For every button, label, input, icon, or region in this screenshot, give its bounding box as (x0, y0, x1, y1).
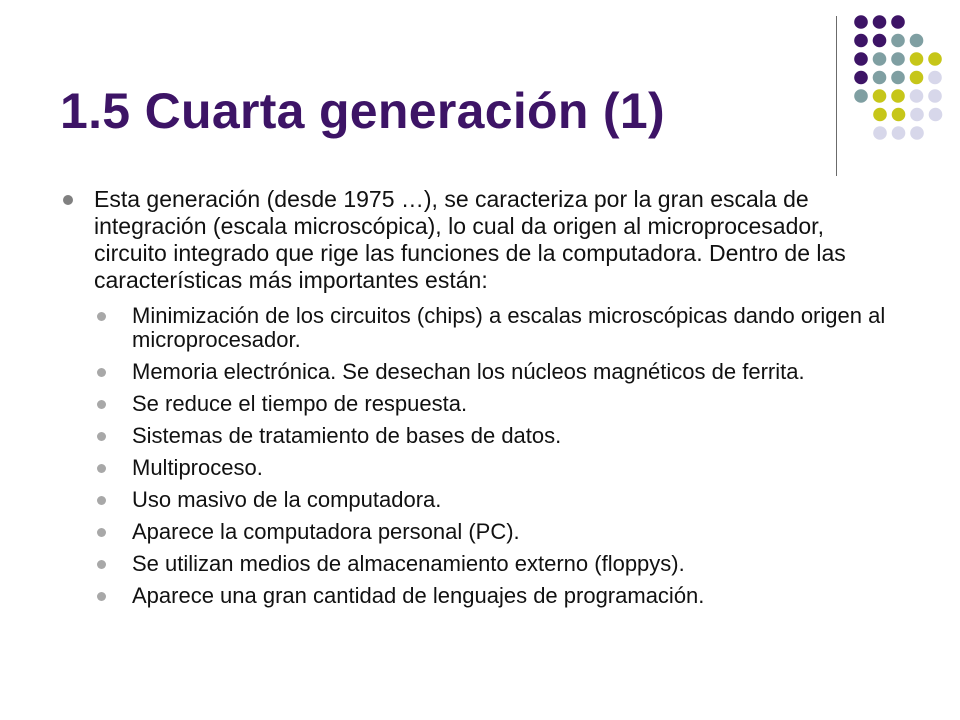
sub-bullet-dot-icon (97, 464, 106, 473)
ornament-dot (910, 108, 924, 122)
slide-content (60, 186, 890, 616)
sub-bullet-text: Minimización de los circuitos (chips) a escalas microscópicas dando origen al microprocesador. (132, 303, 886, 352)
ornament-dot (873, 126, 887, 140)
sub-bullet-item (94, 456, 890, 480)
ornament-dot (910, 89, 924, 103)
ornament-dot (929, 108, 943, 122)
sub-bullet-text: Se reduce el tiempo de respuesta. (132, 391, 468, 416)
sub-bullet-dot-icon (97, 528, 106, 537)
sub-bullet-text: Aparece una gran cantidad de lenguajes de programación. (132, 583, 705, 608)
ornament-dot (892, 108, 906, 122)
sub-bullet-dot-icon (97, 432, 106, 441)
sub-bullet-dot-icon (97, 400, 106, 409)
ornament-dot (854, 15, 868, 29)
sub-bullet-dot-icon (97, 368, 106, 377)
vertical-divider (836, 16, 837, 176)
sub-bullet-dot-icon (97, 560, 106, 569)
sub-bullet-item (94, 584, 890, 608)
ornament-dot (873, 15, 887, 29)
slide-title: 1.5 Cuarta generación (1) (60, 83, 665, 139)
sub-bullet-dot-icon (97, 312, 106, 321)
ornament-dot (873, 71, 887, 85)
ornament-dot (854, 89, 868, 103)
sub-bullet-item (94, 424, 890, 448)
ornament-dot (891, 71, 905, 85)
bullet-dot-icon (63, 195, 73, 205)
ornament-dot (891, 89, 905, 103)
sub-bullet-item (94, 488, 890, 512)
ornament-dot (892, 126, 906, 140)
ornament-dot (910, 52, 924, 66)
ornament-dot (873, 34, 887, 48)
sub-bullet-text: Sistemas de tratamiento de bases de datos. (132, 423, 562, 448)
sub-bullet-text: Se utilizan medios de almacenamiento externo (floppys). (132, 551, 685, 576)
sub-bullet-text: Memoria electrónica. Se desechan los núcleos magnéticos de ferrita. (132, 359, 805, 384)
ornament-dot (910, 126, 924, 140)
ornament-dot (873, 52, 887, 66)
sub-bullet-item (94, 552, 890, 576)
sub-bullet-dot-icon (97, 496, 106, 505)
main-bullet-text: Esta generación (desde 1975 …), se caracteriza por la gran escala de integración (escala microscópica), lo cual da origen al microprocesador, circuito integrado que rige las funciones de la computadora. Dentro de las características más importantes están: (94, 186, 846, 293)
ornament-dot (854, 52, 868, 66)
ornament-dot (891, 52, 905, 66)
sub-bullet-item (94, 304, 890, 352)
sub-bullet-list (94, 304, 890, 608)
sub-bullet-text: Multiproceso. (132, 455, 263, 480)
sub-bullet-text: Aparece la computadora personal (PC). (132, 519, 520, 544)
main-bullet-item (60, 186, 890, 608)
sub-bullet-item (94, 360, 890, 384)
ornament-dot (928, 52, 942, 66)
ornament-dot (854, 34, 868, 48)
ornament-dot (891, 34, 905, 48)
sub-bullet-item (94, 392, 890, 416)
ornament-dot (910, 34, 924, 48)
ornament-dot (928, 89, 942, 103)
ornament-dot (910, 71, 924, 85)
ornament-dot (873, 89, 887, 103)
ornament-dot (873, 108, 887, 122)
ornament-dot (854, 71, 868, 85)
sub-bullet-text: Uso masivo de la computadora. (132, 487, 442, 512)
ornament-dot (928, 71, 942, 85)
sub-bullet-item (94, 520, 890, 544)
ornament-dot (891, 15, 905, 29)
sub-bullet-dot-icon (97, 592, 106, 601)
bullet-list (60, 186, 890, 608)
